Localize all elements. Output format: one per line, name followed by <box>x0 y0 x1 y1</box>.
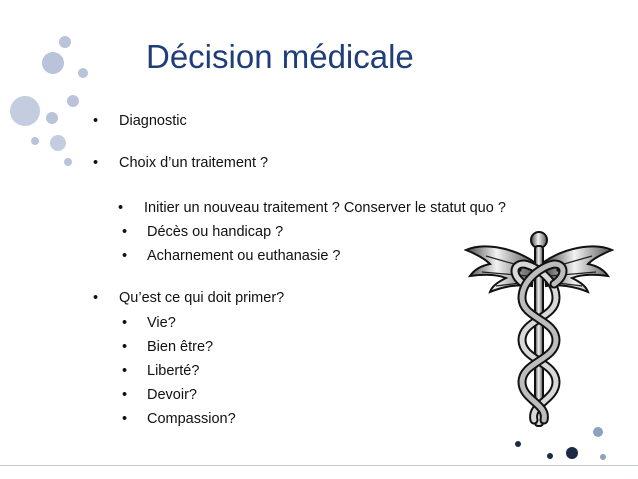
caduceus-icon <box>464 228 614 428</box>
bullet-icon: • <box>118 200 124 216</box>
bullet-icon: • <box>122 315 128 331</box>
bullet-icon: • <box>122 248 128 264</box>
bullet-icon: • <box>122 224 128 240</box>
list-item-initier-traitement: Initier un nouveau traitement ? Conserver le statut quo ? <box>144 200 506 216</box>
footer-rule <box>0 465 638 466</box>
list-item-liberte: Liberté? <box>147 363 200 379</box>
slide-title: Décision médicale <box>146 38 414 75</box>
bullet-icon: • <box>93 290 99 306</box>
bullet-icon: • <box>122 387 128 403</box>
bullet-icon: • <box>93 155 99 171</box>
list-item-devoir: Devoir? <box>147 387 197 403</box>
list-item-acharnement: Acharnement ou euthanasie ? <box>147 248 341 264</box>
list-item-primer: Qu’est ce qui doit primer? <box>119 290 285 306</box>
list-item-bien-etre: Bien être? <box>147 339 214 355</box>
list-item-choix-traitement: Choix d’un traitement ? <box>119 155 269 171</box>
list-item-vie: Vie? <box>147 315 176 331</box>
bullet-icon: • <box>122 339 128 355</box>
list-item-diagnostic: Diagnostic <box>119 113 187 129</box>
bullet-icon: • <box>93 113 99 129</box>
list-item-compassion: Compassion? <box>147 411 236 427</box>
bullet-icon: • <box>122 363 128 379</box>
list-item-deces-handicap: Décès ou handicap ? <box>147 224 284 240</box>
bullet-icon: • <box>122 411 128 427</box>
